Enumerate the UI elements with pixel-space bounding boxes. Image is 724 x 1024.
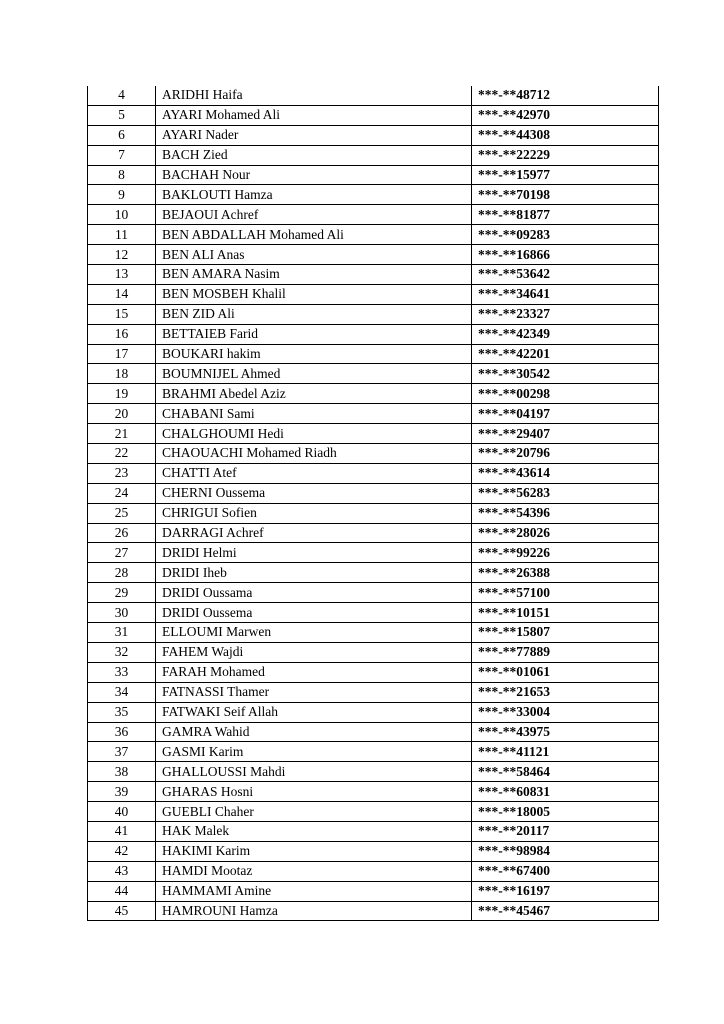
row-number: 21	[88, 424, 156, 444]
masked-id: ***-**20117	[472, 821, 659, 841]
person-name: HAKIMI Karim	[156, 841, 472, 861]
masked-id: ***-**21653	[472, 682, 659, 702]
row-number: 25	[88, 503, 156, 523]
table-row	[88, 603, 659, 623]
row-number: 18	[88, 364, 156, 384]
person-name: DARRAGI Achref	[156, 523, 472, 543]
person-name: BRAHMI Abedel Aziz	[156, 384, 472, 404]
table-row	[88, 543, 659, 563]
person-name: BEN ALI Anas	[156, 245, 472, 265]
person-name: BEN ABDALLAH Mohamed Ali	[156, 225, 472, 245]
masked-id: ***-**04197	[472, 404, 659, 424]
row-number: 5	[88, 105, 156, 125]
table-row	[88, 185, 659, 205]
masked-id: ***-**34641	[472, 284, 659, 304]
table-row	[88, 424, 659, 444]
person-name: CHAOUACHI Mohamed Riadh	[156, 444, 472, 464]
table-row	[88, 125, 659, 145]
table-row	[88, 662, 659, 682]
row-number: 32	[88, 642, 156, 662]
person-name: FATNASSI Thamer	[156, 682, 472, 702]
person-name: FARAH Mohamed	[156, 662, 472, 682]
person-name: HAK Malek	[156, 821, 472, 841]
table-row	[88, 463, 659, 483]
row-number: 31	[88, 623, 156, 643]
person-name: BACH Zied	[156, 145, 472, 165]
person-name: AYARI Nader	[156, 125, 472, 145]
person-name: HAMMAMI Amine	[156, 881, 472, 901]
masked-id: ***-**56283	[472, 483, 659, 503]
masked-id: ***-**43975	[472, 722, 659, 742]
table-row	[88, 304, 659, 324]
person-name: BAKLOUTI Hamza	[156, 185, 472, 205]
table-row	[88, 563, 659, 583]
masked-id: ***-**53642	[472, 265, 659, 285]
person-name: GHARAS Hosni	[156, 782, 472, 802]
table-row	[88, 821, 659, 841]
row-number: 22	[88, 444, 156, 464]
masked-id: ***-**43614	[472, 463, 659, 483]
table-row	[88, 802, 659, 822]
row-number: 34	[88, 682, 156, 702]
row-number: 27	[88, 543, 156, 563]
row-number: 15	[88, 304, 156, 324]
masked-id: ***-**77889	[472, 642, 659, 662]
masked-id: ***-**10151	[472, 603, 659, 623]
row-number: 35	[88, 702, 156, 722]
row-number: 38	[88, 762, 156, 782]
row-number: 7	[88, 145, 156, 165]
table-row	[88, 881, 659, 901]
person-name: BEJAOUI Achref	[156, 205, 472, 225]
row-number: 43	[88, 861, 156, 881]
masked-id: ***-**22229	[472, 145, 659, 165]
masked-id: ***-**28026	[472, 523, 659, 543]
masked-id: ***-**15807	[472, 623, 659, 643]
table-row	[88, 225, 659, 245]
person-name: BEN MOSBEH Khalil	[156, 284, 472, 304]
table-row	[88, 145, 659, 165]
masked-id: ***-**29407	[472, 424, 659, 444]
masked-id: ***-**99226	[472, 543, 659, 563]
person-name: DRIDI Iheb	[156, 563, 472, 583]
table-row	[88, 642, 659, 662]
person-name: CHALGHOUMI Hedi	[156, 424, 472, 444]
masked-id: ***-**16866	[472, 245, 659, 265]
masked-id: ***-**70198	[472, 185, 659, 205]
person-name: DRIDI Oussema	[156, 603, 472, 623]
table-row	[88, 782, 659, 802]
masked-id: ***-**01061	[472, 662, 659, 682]
person-name: ELLOUMI Marwen	[156, 623, 472, 643]
person-name: GASMI Karim	[156, 742, 472, 762]
row-number: 40	[88, 802, 156, 822]
table-row	[88, 901, 659, 921]
table-row	[88, 523, 659, 543]
row-number: 30	[88, 603, 156, 623]
row-number: 39	[88, 782, 156, 802]
masked-id: ***-**30542	[472, 364, 659, 384]
table-row	[88, 205, 659, 225]
masked-id: ***-**81877	[472, 205, 659, 225]
masked-id: ***-**23327	[472, 304, 659, 324]
row-number: 36	[88, 722, 156, 742]
masked-id: ***-**45467	[472, 901, 659, 921]
row-number: 8	[88, 165, 156, 185]
row-number: 20	[88, 404, 156, 424]
person-name: FAHEM Wajdi	[156, 642, 472, 662]
table-row	[88, 583, 659, 603]
table-row	[88, 483, 659, 503]
person-name: HAMROUNI Hamza	[156, 901, 472, 921]
row-number: 16	[88, 324, 156, 344]
table-row	[88, 682, 659, 702]
masked-id: ***-**00298	[472, 384, 659, 404]
masked-id: ***-**48712	[472, 86, 659, 105]
row-number: 6	[88, 125, 156, 145]
row-number: 33	[88, 662, 156, 682]
masked-id: ***-**15977	[472, 165, 659, 185]
row-number: 41	[88, 821, 156, 841]
person-name: CHERNI Oussema	[156, 483, 472, 503]
table-row	[88, 742, 659, 762]
person-name: BETTAIEB Farid	[156, 324, 472, 344]
person-name: FATWAKI Seif Allah	[156, 702, 472, 722]
masked-id: ***-**42201	[472, 344, 659, 364]
row-number: 23	[88, 463, 156, 483]
row-number: 44	[88, 881, 156, 901]
person-name: BACHAH Nour	[156, 165, 472, 185]
person-name: GUEBLI Chaher	[156, 802, 472, 822]
person-name: BEN ZID Ali	[156, 304, 472, 324]
table-row	[88, 245, 659, 265]
row-number: 13	[88, 265, 156, 285]
table-row	[88, 444, 659, 464]
table-row	[88, 404, 659, 424]
masked-id: ***-**16197	[472, 881, 659, 901]
person-name: DRIDI Helmi	[156, 543, 472, 563]
masked-id: ***-**42349	[472, 324, 659, 344]
table-row	[88, 86, 659, 105]
row-number: 42	[88, 841, 156, 861]
person-name: AYARI Mohamed Ali	[156, 105, 472, 125]
masked-id: ***-**57100	[472, 583, 659, 603]
person-name: BOUKARI hakim	[156, 344, 472, 364]
person-name: GAMRA Wahid	[156, 722, 472, 742]
table-row	[88, 384, 659, 404]
roster-table	[87, 86, 659, 921]
table-row	[88, 623, 659, 643]
masked-id: ***-**58464	[472, 762, 659, 782]
masked-id: ***-**26388	[472, 563, 659, 583]
row-number: 19	[88, 384, 156, 404]
row-number: 37	[88, 742, 156, 762]
table-row	[88, 344, 659, 364]
row-number: 12	[88, 245, 156, 265]
table-row	[88, 702, 659, 722]
row-number: 26	[88, 523, 156, 543]
row-number: 9	[88, 185, 156, 205]
masked-id: ***-**54396	[472, 503, 659, 523]
table-row	[88, 722, 659, 742]
person-name: CHRIGUI Sofien	[156, 503, 472, 523]
table-row	[88, 364, 659, 384]
row-number: 17	[88, 344, 156, 364]
masked-id: ***-**33004	[472, 702, 659, 722]
table-row	[88, 265, 659, 285]
masked-id: ***-**41121	[472, 742, 659, 762]
person-name: GHALLOUSSI Mahdi	[156, 762, 472, 782]
person-name: CHATTI Atef	[156, 463, 472, 483]
person-name: BOUMNIJEL Ahmed	[156, 364, 472, 384]
table-row	[88, 165, 659, 185]
masked-id: ***-**18005	[472, 802, 659, 822]
table-row	[88, 841, 659, 861]
row-number: 4	[88, 86, 156, 105]
masked-id: ***-**44308	[472, 125, 659, 145]
table-row	[88, 284, 659, 304]
person-name: HAMDI Mootaz	[156, 861, 472, 881]
masked-id: ***-**67400	[472, 861, 659, 881]
masked-id: ***-**20796	[472, 444, 659, 464]
row-number: 24	[88, 483, 156, 503]
table-row	[88, 762, 659, 782]
table-row	[88, 105, 659, 125]
row-number: 11	[88, 225, 156, 245]
table-row	[88, 503, 659, 523]
person-name: ARIDHI Haifa	[156, 86, 472, 105]
row-number: 10	[88, 205, 156, 225]
masked-id: ***-**09283	[472, 225, 659, 245]
table-row	[88, 861, 659, 881]
masked-id: ***-**98984	[472, 841, 659, 861]
row-number: 45	[88, 901, 156, 921]
row-number: 28	[88, 563, 156, 583]
person-name: DRIDI Oussama	[156, 583, 472, 603]
person-name: CHABANI Sami	[156, 404, 472, 424]
row-number: 29	[88, 583, 156, 603]
masked-id: ***-**60831	[472, 782, 659, 802]
roster-table-body	[88, 86, 659, 921]
person-name: BEN AMARA Nasim	[156, 265, 472, 285]
row-number: 14	[88, 284, 156, 304]
masked-id: ***-**42970	[472, 105, 659, 125]
table-row	[88, 324, 659, 344]
